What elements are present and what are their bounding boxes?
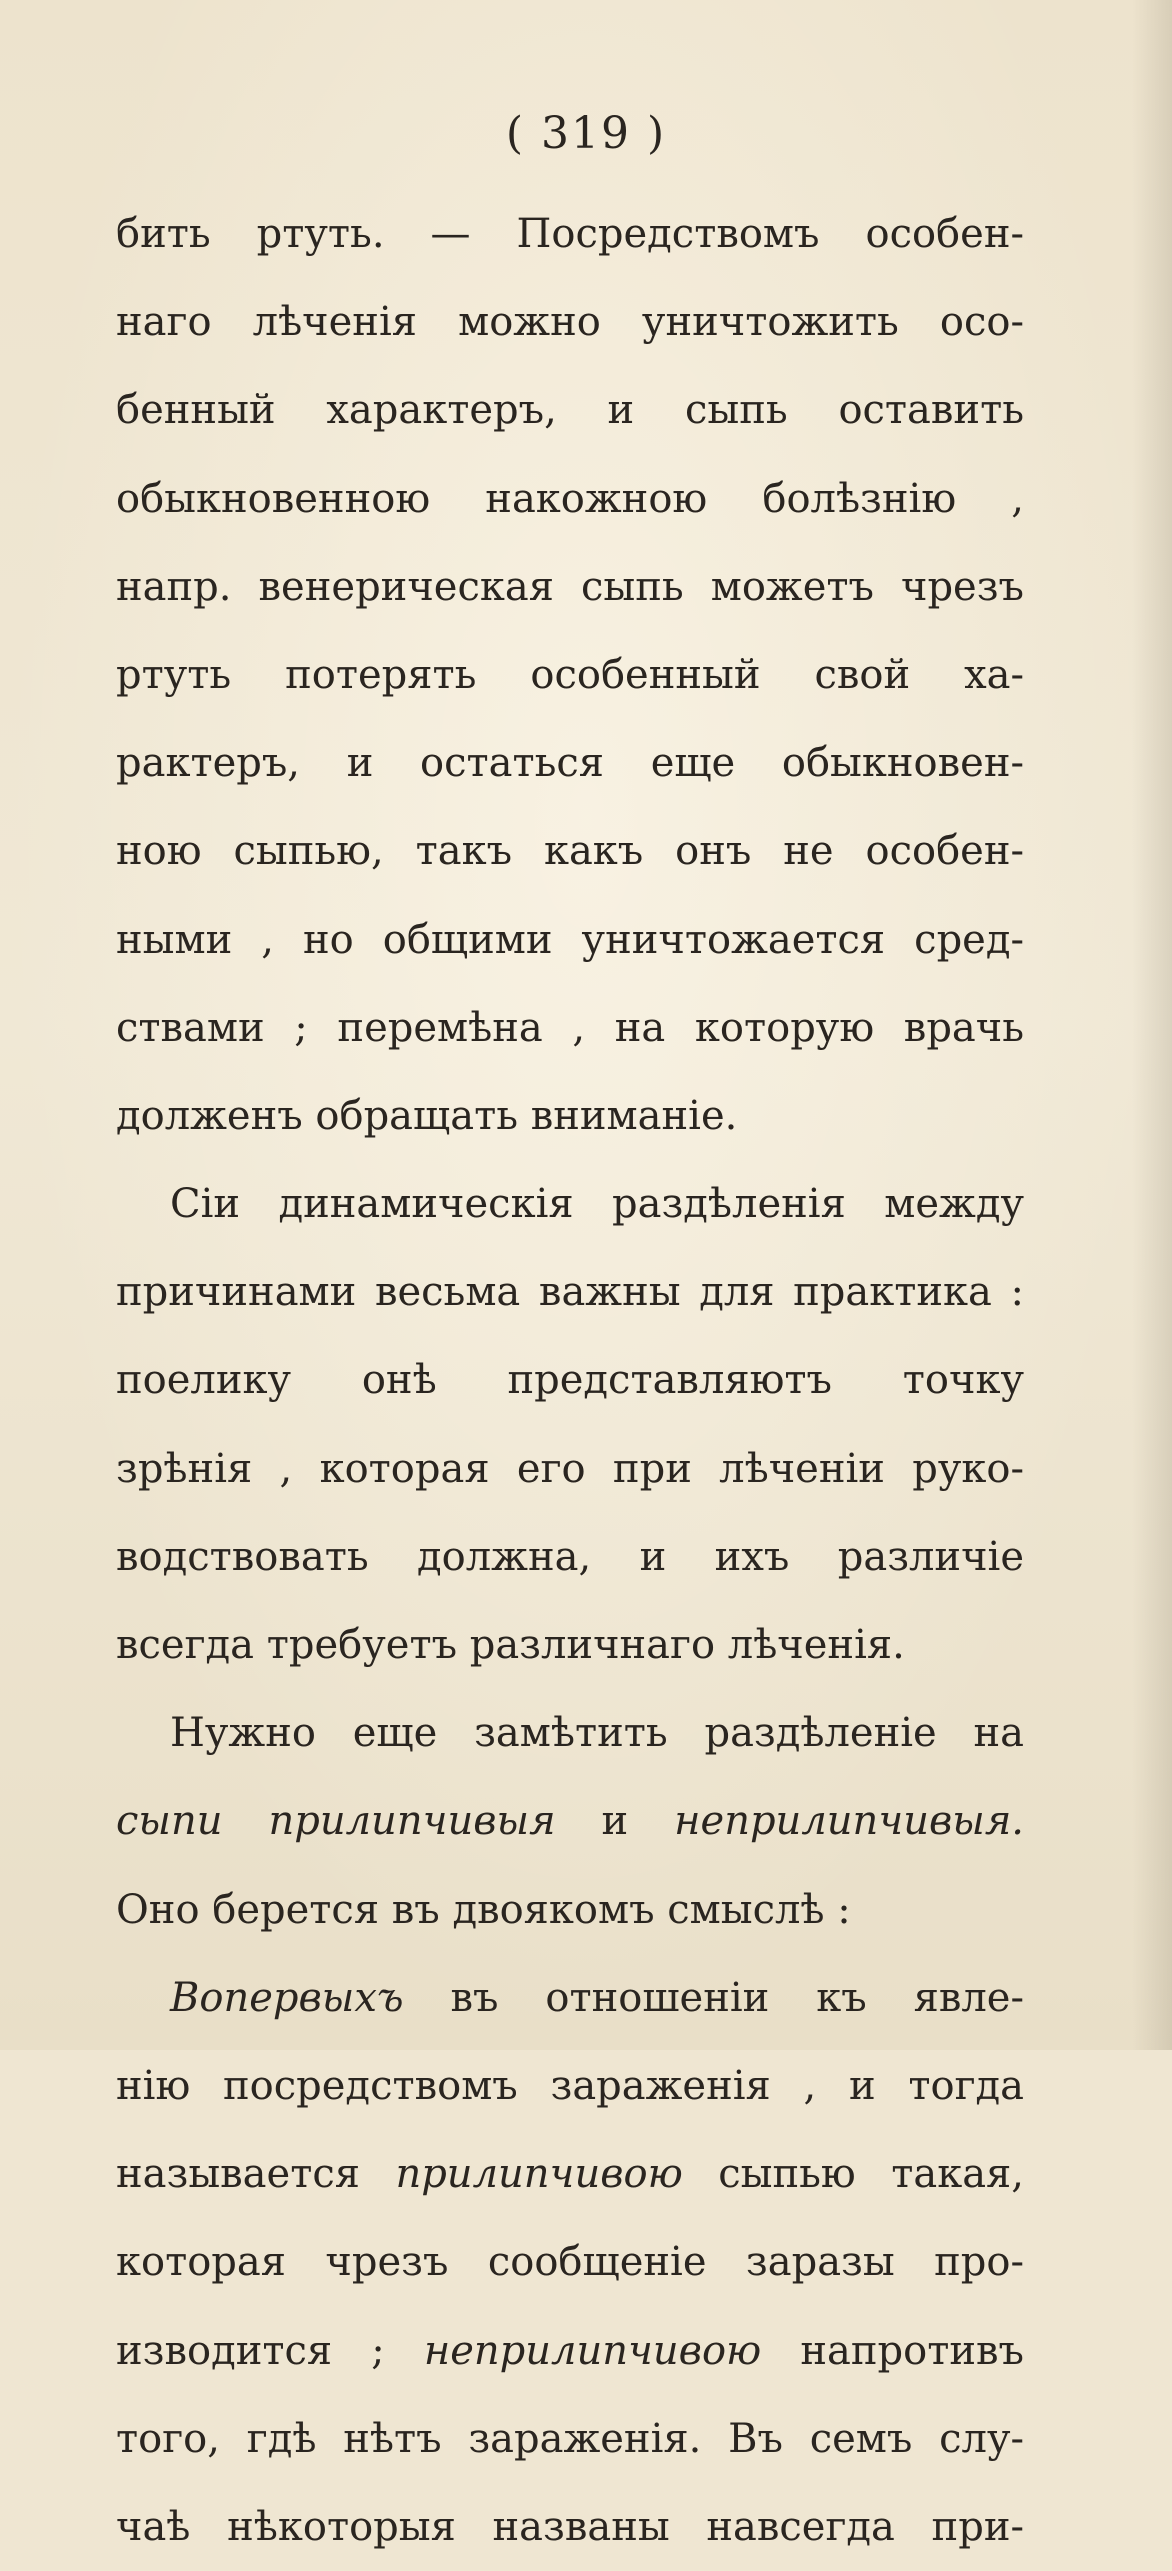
text-line: рактеръ, и остаться еще обыкновен-	[116, 740, 1024, 787]
text-line: Сіи динамическія раздѣленія между	[170, 1181, 1024, 1228]
text-line: которая чрезъ сообщеніе заразы про-	[116, 2239, 1024, 2286]
text-line: ною сыпью, такъ какъ онъ не особен-	[116, 828, 1024, 875]
page-number: ( 319 )	[505, 108, 667, 159]
page-edge-shadow	[1132, 0, 1172, 2050]
text-line: того, гдѣ нѣтъ зараженія. Въ семъ слу-	[116, 2415, 1024, 2462]
text-line: водствовать должна, и ихъ различіе	[116, 1533, 1024, 1580]
text-run: называется	[116, 2151, 396, 2198]
text-line: ствами ; перемѣна , на которую врачь	[116, 1004, 1024, 1051]
text-run: изводится ;	[116, 2327, 424, 2374]
text-line: поелику онѣ представляютъ точку	[116, 1357, 1024, 1404]
text-run: въ отношеніи къ явле-	[403, 1974, 1024, 2021]
text-run: напротивъ	[761, 2327, 1024, 2374]
text-line: ртуть потерять особенный свой ха-	[116, 651, 1024, 698]
text-line	[116, 2307, 1024, 2395]
italic-term: неприлипчивою	[423, 2327, 762, 2374]
text-line: наго лѣченія можно уничтожить осо-	[116, 299, 1024, 346]
italic-term: Вопервыхъ	[170, 1974, 404, 2021]
text-line: напр. венерическая сыпь можетъ чрезъ	[116, 563, 1024, 610]
text-line	[116, 2130, 1024, 2218]
text-line: долженъ обращать вниманіе.	[116, 1092, 738, 1139]
italic-term: сыпи прилипчивыя	[116, 1798, 556, 1845]
text-line: Нужно еще замѣтить раздѣленіе на	[170, 1710, 1024, 1757]
italic-term: неприлипчивыя.	[674, 1798, 1024, 1845]
text-line	[116, 1777, 1024, 1865]
text-line	[116, 1954, 1024, 2042]
text-line: зрѣнія , которая его при лѣченіи руко-	[116, 1445, 1024, 1492]
text-line: бить ртуть. — Посредствомъ особен-	[116, 211, 1024, 257]
text-run: и	[555, 1798, 675, 1845]
italic-term: прилипчивою	[395, 2151, 683, 2198]
text-line: Оно берется въ двоякомъ смыслѣ :	[116, 1886, 851, 1933]
text-line: обыкновенною накожною болѣзнію ,	[116, 475, 1024, 522]
text-line: причинами весьма важны для практика :	[116, 1269, 1024, 1316]
text-run: сыпью такая,	[682, 2151, 1024, 2198]
text-line: всегда требуетъ различнаго лѣченія.	[116, 1622, 905, 1668]
text-line: ными , но общими уничтожается сред-	[116, 916, 1024, 963]
body-text	[116, 190, 1024, 2571]
text-line: бенный характеръ, и сыпь оставить	[116, 387, 1024, 434]
text-line: чаѣ нѣкоторыя названы навсегда при-	[116, 2503, 1024, 2550]
text-line: нію посредствомъ зараженія , и тогда	[116, 2062, 1024, 2109]
